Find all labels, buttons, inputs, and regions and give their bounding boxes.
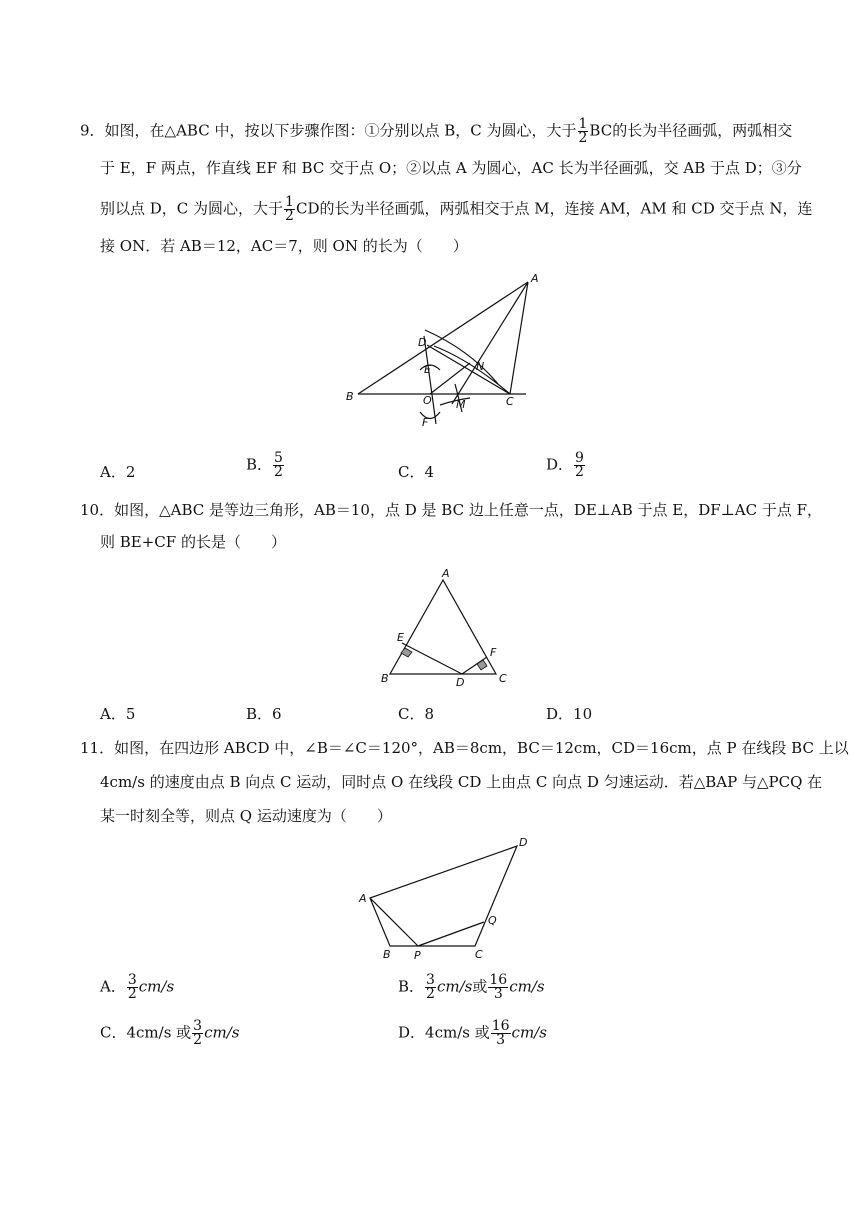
point-label-e: E [424,363,431,376]
q10-option-a[interactable]: A．5 [100,705,136,723]
option-label: B． [246,455,273,474]
option-label: A． [100,977,126,996]
option-label: D．4cm/s 或 [398,1023,490,1042]
fraction: $\frac{16}{3}$ [489,972,508,1002]
q9-text: CD的长为半径画弧，两弧相交于点 M，连接 AM，AM 和 CD 交于点 N，连 [295,199,813,218]
fraction: $\frac{9}{2}$ [575,450,584,480]
point-label-e: E [397,631,404,644]
unit: cm/s [511,1023,547,1042]
q11-line-1: 11．如图，在四边形 ABCD 中，∠B＝∠C＝120°，AB＝8cm，BC＝12cm，CD＝16cm，点 P 在线段 BC 上以 [80,739,849,757]
q10-option-b[interactable]: B．6 [246,705,282,723]
point-label-n: N [476,360,485,373]
point-label-a: A [531,272,539,285]
q9-line-4: 接 ON．若 AB＝12，AC＝7，则 ON 的长为（ ） [100,237,468,255]
unit: cm/s [138,977,175,996]
point-label-a: A [442,567,450,580]
q11-line-3: 某一时刻全等，则点 Q 运动速度为（ ） [100,807,392,825]
fraction: $\frac{1}{2}$ [578,116,588,146]
point-label-p: P [414,949,421,962]
q9-option-a[interactable]: A．2 [100,463,136,481]
unit: cm/s [509,977,545,996]
q9-option-c[interactable]: C．4 [398,463,435,481]
unit: cm/s [436,977,473,996]
point-label-b: B [346,390,354,403]
q9-line-2: 于 E，F 两点，作直线 EF 和 BC 交于点 O；②以点 A 为圆心，AC 长为半径画弧，交 AB 于点 D；③分 [100,159,802,177]
q10-line-1: 10．如图，△ABC 是等边三角形，AB＝10，点 D 是 BC 边上任意一点，DE⊥AB 于点 E，DF⊥AC 于点 F， [80,501,823,519]
q11-line-2: 4cm/s 的速度由点 B 向点 C 运动，同时点 O 在线段 CD 上由点 C 向点 D 匀速运动．若△BAP 与△PCQ 在 [100,773,823,791]
unit: cm/s [204,1023,240,1042]
point-label-f: F [422,416,429,429]
point-label-a: A [359,892,367,905]
option-label: B． [398,977,425,996]
fraction: $\frac{1}{2}$ [285,194,294,224]
q11-option-b[interactable] [398,974,545,1001]
point-label-m: M [456,398,466,411]
point-label-b: B [381,672,389,685]
q11-option-a[interactable] [100,974,174,1001]
point-label-c: C [499,672,507,685]
fraction: $\frac{3}{2}$ [426,972,435,1002]
fraction: $\frac{3}{2}$ [193,1018,203,1048]
or-text: 或 [472,977,488,996]
point-label-c: C [506,395,514,408]
q9-text: BC的长为半径画弧，两弧相交 [589,121,793,140]
q11-option-c[interactable] [100,1020,239,1047]
option-label: C．4cm/s 或 [100,1023,192,1042]
point-label-o: O [423,394,432,407]
fraction: $\frac{16}{3}$ [491,1018,510,1048]
point-label-d: D [456,676,465,689]
point-label-d: D [418,336,427,349]
q11-option-d[interactable] [398,1020,547,1047]
point-label-q: Q [488,914,497,927]
q9-text: 9．如图，在△ABC 中，按以下步骤作图：①分别以点 B，C 为圆心，大于 [80,121,577,140]
option-label: D． [546,455,574,474]
point-label-b: B [383,948,391,961]
q10-option-c[interactable]: C．8 [398,705,435,723]
point-label-c: C [475,948,483,961]
q10-option-d[interactable]: D．10 [546,705,593,723]
fraction: $\frac{3}{2}$ [127,972,137,1002]
point-label-d: D [519,836,528,849]
q9-text: 别以点 D，C 为圆心，大于 [100,199,284,218]
point-label-f: F [490,646,497,659]
q10-line-2: 则 BE+CF 的长是（ ） [100,533,286,551]
fraction: $\frac{5}{2}$ [274,450,283,480]
